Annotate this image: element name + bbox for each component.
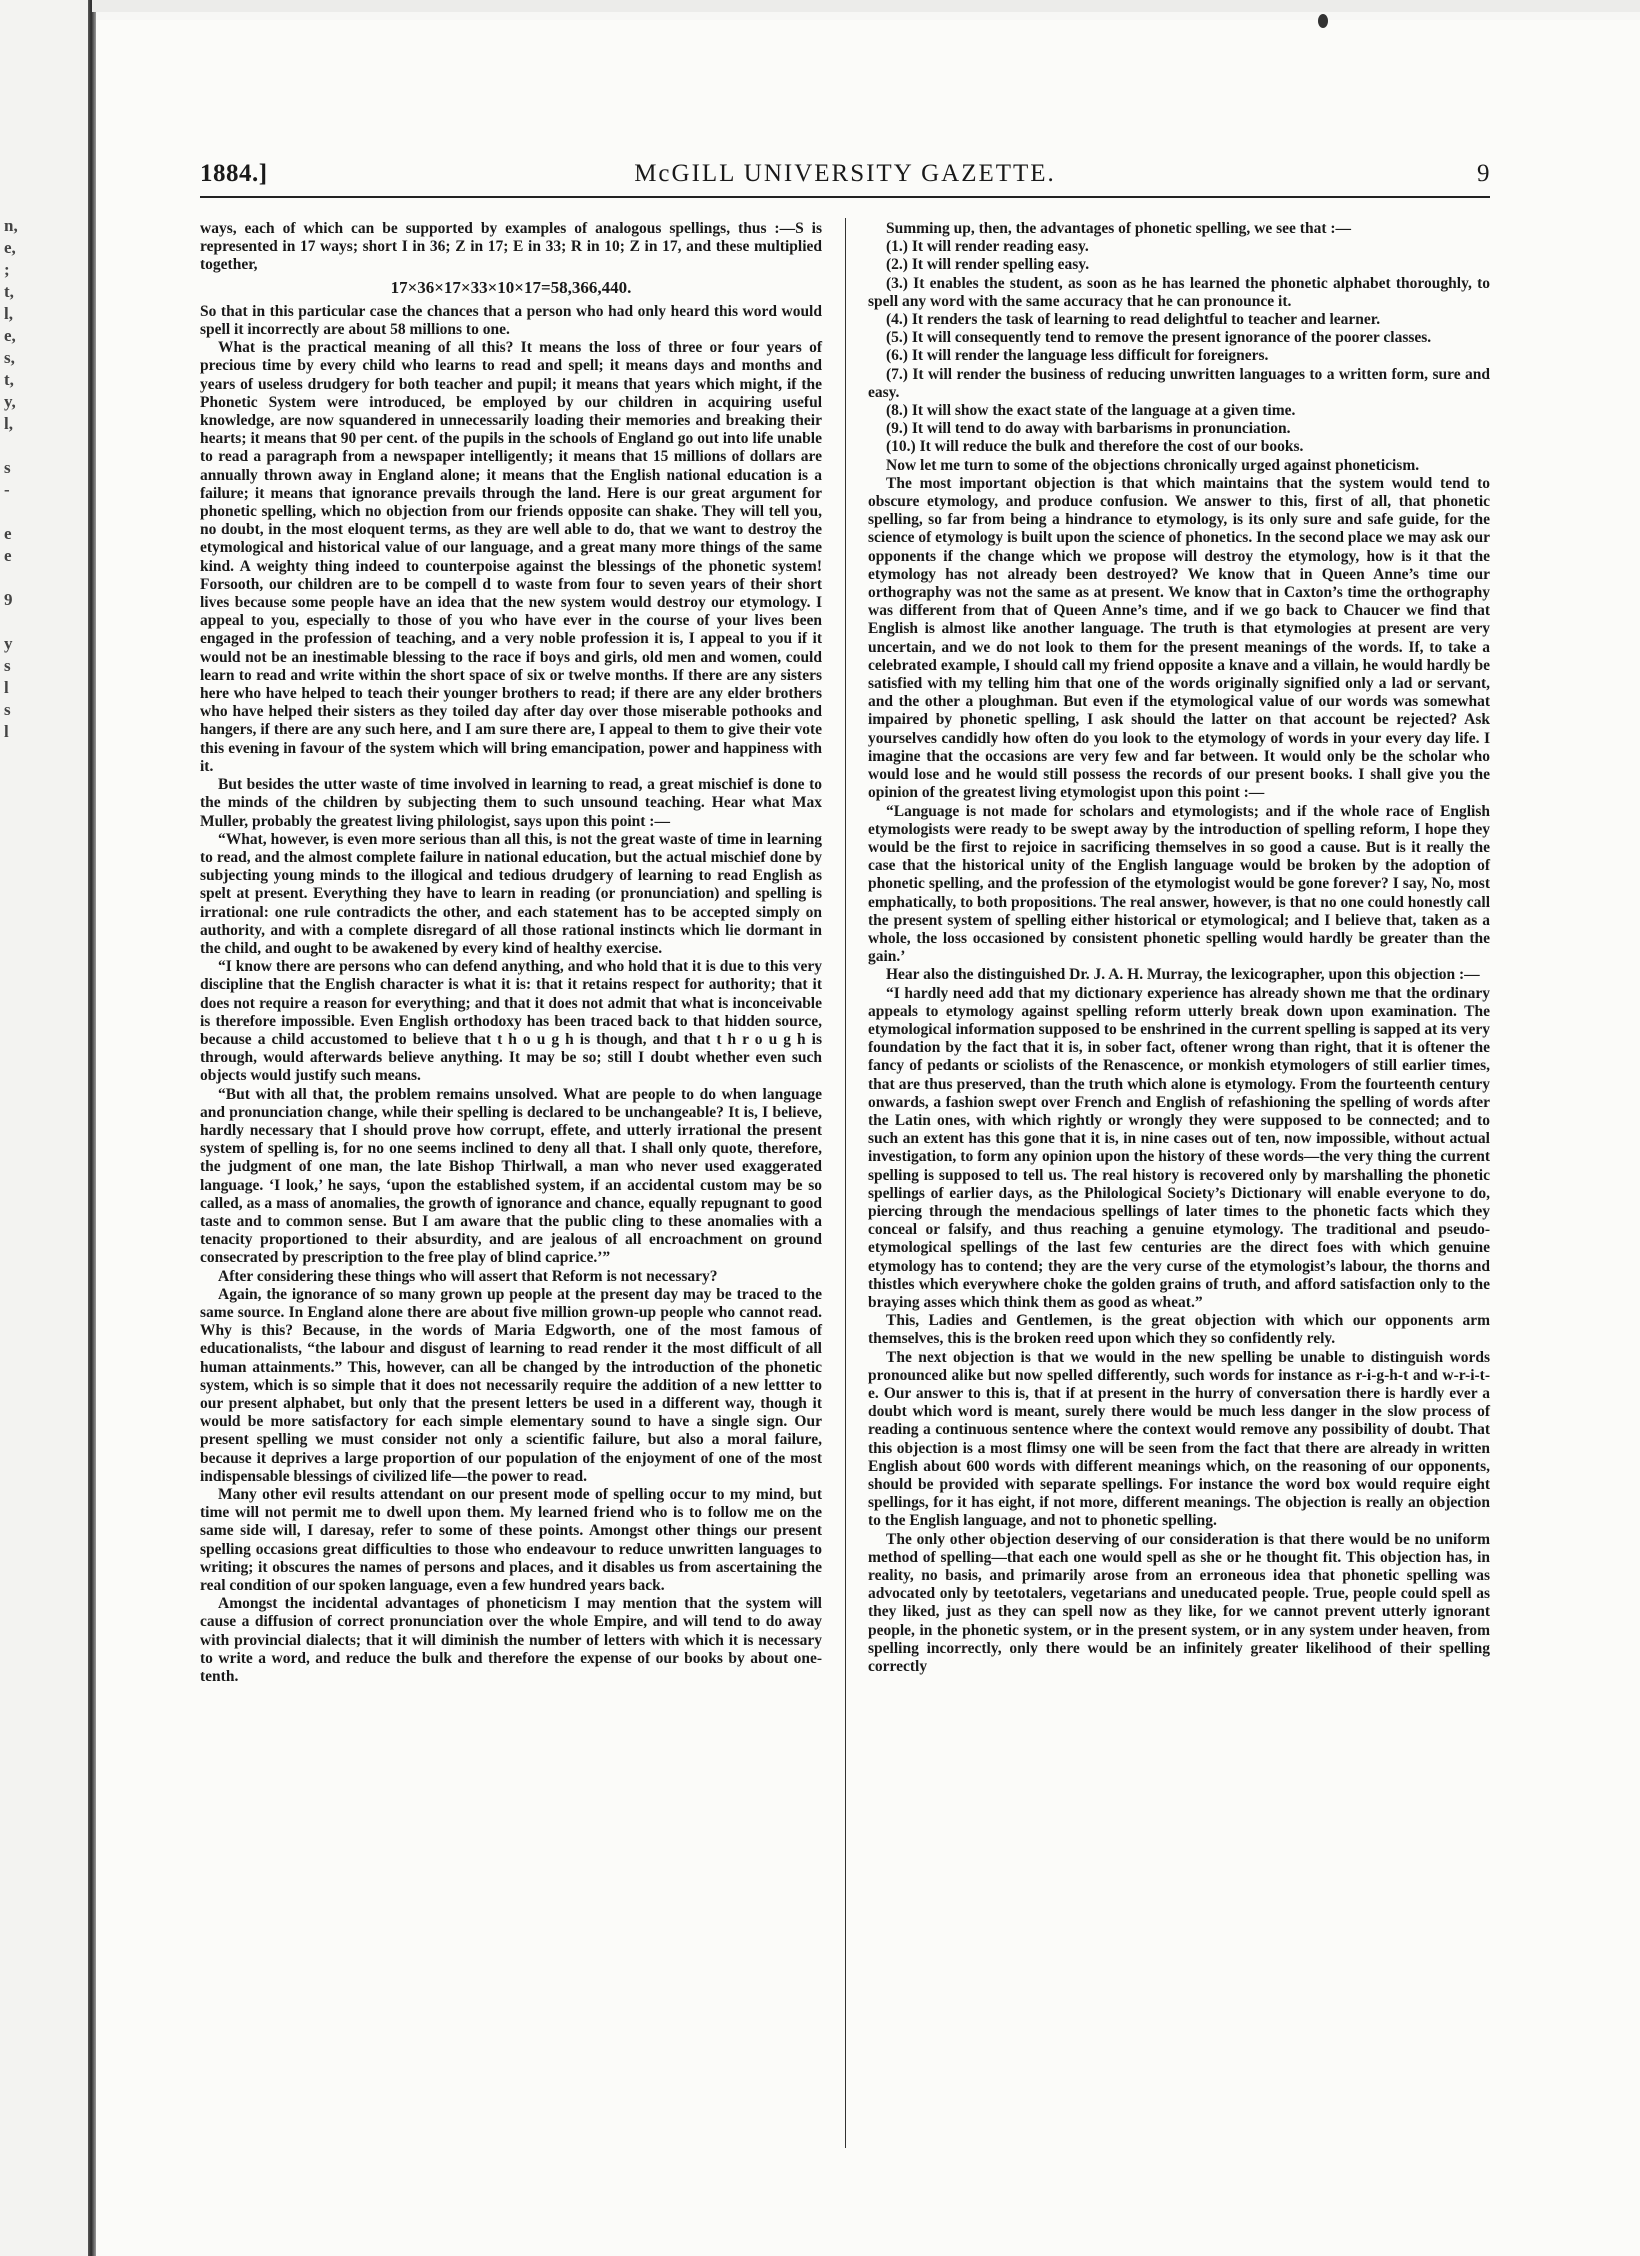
left-column bbox=[200, 220, 822, 1686]
bleed-letter: s, bbox=[4, 348, 15, 367]
paragraph: But besides the utter waste of time involved in learning to read, a great mischief is done to the minds of the children by subjecting them to such unsound teaching. Hear what Max Muller, probably the greatest living philologist, says upon this point :— bbox=[200, 776, 822, 830]
bleed-letter: l, bbox=[4, 414, 13, 433]
paragraph: Amongst the incidental advantages of phoneticism I may mention that the system will cause a diffusion of correct pronunciation over the whole Empire, and will tend to do away with provincial dialects; that it will diminish the number of letters with which it is necessary to write a word, and reduce the bulk and therefore the expense of our books by about one-tenth. bbox=[200, 1595, 822, 1686]
bleed-letter: t, bbox=[4, 282, 14, 301]
bleed-letter: 9 bbox=[4, 590, 13, 609]
list-item: (7.) It will render the business of reducing unwritten languages to a written form, sure and easy. bbox=[868, 365, 1490, 401]
paragraph: What is the practical meaning of all this? It means the loss of three or four years of precious time by every child who learns to read and spell; it means days and months and years of useless drudgery for both teacher and pupil; it means that years which might, if the Phonetic System were introduced, be employed by our children in acquiring useful knowledge, are now squandered in unnecessarily loading their memories and breaking their hearts; it means that 90 per cent. of the pupils in the schools of England go out into life unable to read a paragraph from a newspaper intelligently; it means that 15 millions of dollars are annually thrown away in England alone; it means that the English national education is a failure; it means that ignorance prevails through the land. Here is our great argument for phonetic spelling, which no objection from our friends opposite can shake. They will tell you, no doubt, in the most eloquent terms, as they are well able to do, that we want to destroy the etymological and historical value of our language, and a great many more things of the same kind. A weighty thing indeed to counterpoise against the blessings of the phonetic system! Forsooth, our children are to be compell d to waste from four to seven years of their short lives because some people have an idea that the new system would destroy our etymology. I appeal to you, especially to those of you who have ever in the course of your lives been engaged in the profession of teaching, and a very noble profession it is, I appeal to you if it would not be an inestimable blessing to the race if boys and girls, old men and women, could learn to read and write within the short space of six or twelve months. If there are any sisters here who have helped to teach their younger brothers to read; if there are any elder brothers who have helped their sisters as they toiled day after day over those miserable pothooks and hangers, if there are any such here, and I am sure there are, I appeal to them to give their vote this evening in favour of the system which will bring emancipation, power and happiness with it. bbox=[200, 339, 822, 775]
header-rule bbox=[200, 196, 1490, 198]
list-item: (1.) It will render reading easy. bbox=[886, 238, 1089, 256]
bleed-letter bbox=[4, 435, 18, 457]
bleed-through-letters bbox=[4, 215, 18, 743]
paragraph: This, Ladies and Gentlemen, is the great objection with which our opponents arm themselves, this is the broken reed upon which they so confidently rely. bbox=[868, 1312, 1490, 1348]
bleed-letter bbox=[4, 567, 18, 589]
paragraph: Summing up, then, the advantages of phonetic spelling, we see that :— bbox=[886, 220, 1352, 237]
paragraph: After considering these things who will assert that Reform is not necessary? bbox=[218, 1267, 718, 1285]
bleed-letter: s bbox=[4, 458, 11, 477]
list-item: (5.) It will consequently tend to remove the present ignorance of the poorer classes. bbox=[886, 329, 1432, 347]
bleed-letter bbox=[4, 611, 18, 633]
page-header bbox=[200, 160, 1490, 194]
header-title: McGILL UNIVERSITY GAZETTE. bbox=[634, 160, 1056, 187]
list-item: (10.) It will reduce the bulk and therefore the cost of our books. bbox=[886, 438, 1304, 456]
bleed-letter: - bbox=[4, 480, 10, 499]
paragraph: So that in this particular case the chances that a person who had only heard this word would spell it incorrectly are about 58 millions to one. bbox=[200, 302, 822, 339]
paragraph: The only other objection deserving of our consideration is that there would be no uniform method of spelling—that each one would spell as she or he thought fit. This objection has, in reality, no basis, and primarily arose from an erroneous idea that phonetic spelling was advocated only by teetotalers, vegetarians and uneducated people. True, people could spell as they liked, just as they can spell now as they like, for we cannot prevent utterly ignorant people, in the phonetic system, or in the present system, or in any system under heaven, from spelling incorrectly, only there would be an infinitely greater likelihood of their spelling correctly bbox=[868, 1530, 1490, 1676]
bleed-letter: y bbox=[4, 634, 13, 653]
scan-margin-top bbox=[92, 0, 1640, 12]
paragraph: The next objection is that we would in the new spelling be unable to distinguish words pronounced alike but now spelled differently, such words for instance as r-i-g-h-t and w-r-i-t-e. Our answer to this is, that if at present in the hurry of conversation there is hardly ever a doubt which word is meant, surely there would be much less danger in the slow process of reading a continuous sentence where the context would remove any possibility of doubt. That this objection is a most flimsy one will be seen from the fact that there are already in written English about 600 words with different meanings which, on the reasoning of our opponents, should be provided with separate spellings. For instance the word box would require eight spellings, for it has eight, if not more, different meanings. The objection is really an objection to the English language, and not to phonetic spelling. bbox=[868, 1348, 1490, 1530]
bleed-letter bbox=[4, 501, 18, 523]
equation: 17×36×17×33×10×17=58,366,440. bbox=[390, 277, 632, 297]
paragraph: The most important objection is that which maintains that the system would tend to obscure etymology, and produce confusion. We answer to this, first of all, that phonetic spelling, so far from being a hindrance to etymology, is its only sure and safe guide, for the science of etymology is built upon the science of phonetics. In the second place we may ask our opponents if the change which we propose will destroy the etymology, how is it that the etymology has not already been destroyed? We know that in Queen Anne’s time our orthography was not the same as at present. We know that in Caxton’s time the orthography was different from that of Queen Anne’s time, and if we go back to Chaucer we find that English is almost like another language. The truth is that etymologies at present are very uncertain, and we do not look to them for the present meanings of the words. If, to take a celebrated example, I should call my friend opposite a knave and a villain, he would hardly be satisfied with my telling him that one of the words originally signified only a lad or servant, and the other a ploughman. But even if the etymological value of our words was somewhat impaired by phonetic spelling, I ask should the latter on that account be rejected? Ask yourselves candidly how often do you look to the etymology of words in your every day life. I imagine that the occasions are very few and far between. It would only be the scholar who would lose and he would still possess the records of our present books. I shall give you the opinion of the greatest living etymologist upon this point :— bbox=[868, 474, 1490, 802]
header-page-number: 9 bbox=[1477, 160, 1490, 187]
bleed-letter: y, bbox=[4, 392, 16, 411]
list-item: (9.) It will tend to do away with barbarisms in pronunciation. bbox=[886, 420, 1291, 438]
quote-paragraph: “Language is not made for scholars and etymologists; and if the whole race of English etymologists were ready to be swept away by the introduction of spelling reform, I hope they would be the first to rejoice in sacrificing themselves in so good a cause. But is it really the case that the historical unity of the English language would be broken by the adoption of phonetic spelling, and the profession of the etymologist would be gone forever? I say, No, most emphatically, to both propositions. The real answer, however, is that no one could honestly call the present system of spelling either historical or etymological; and I believe that, taken as a whole, the loss occasioned by consistent phonetic spelling would hardly be greater than the gain.’ bbox=[868, 802, 1490, 966]
quote-paragraph: “But with all that, the problem remains unsolved. What are people to do when language and pronunciation change, while their spelling is declared to be unchangeable? It is, I believe, hardly necessary that I should prove how corrupt, effete, and utterly irrational the present system of spelling is, for no one seems inclined to deny all that. I shall only quote, therefore, the judgment of one man, the late Bishop Thirlwall, a man who never used exaggerated language. ‘I look,’ he says, ‘upon the established system, if an accidental custom may be so called, as a mass of anomalies, the growth of ignorance and chance, equally repugnant to good taste and to common sense. But I am aware that the public cling to these anomalies with a tenacity proportioned to their absurdity, and are jealous of all encroachment on ground consecrated by prescription to the free play of blind caprice.’” bbox=[200, 1085, 822, 1267]
paragraph: Hear also the distinguished Dr. J. A. H. Murray, the lexicographer, upon this objection :— bbox=[886, 966, 1480, 984]
bleed-letter: e bbox=[4, 524, 12, 543]
quote-paragraph: “I hardly need add that my dictionary experience has already shown me that the ordinary appeals to etymology against spelling reform utterly break down upon examination. The etymological information supposed to be enshrined in the current spelling is sapped at its very foundation by the fact that it is, in sober fact, oftener wrong than right, that it is oftener the fancy of pedants or sciolists of the Renascence, or monkish etymologers of still earlier times, that are thus preserved, than the truth which alone is etymology. From the fourteenth century onwards, a fashion swept over French and English of refashioning the spelling of words after the Latin ones, with which rightly or wrongly they were supposed to be connected; and to such an extent has this gone that it is, in nine cases out of ten, now impossible, without actual investigation, to form any opinion upon the history of these words—the very thing the current spelling is supposed to tell us. The real history is recovered only by marshalling the phonetic spellings of earlier days, as the Philological Society’s Dictionary will enable everyone to do, piercing through the mendacious spellings of later times to the phonetic facts which they conceal or falsify, and thus reaching a genuine etymology. The traditional and pseudo-etymological spellings of the last few centuries are the direct foes with which genuine etymology has to contend; they are the very curse of the etymologist’s labour, the thorns and thistles which everywhere choke the golden grains of truth, and afford satisfaction only to the braying asses which think them as good as wheat.” bbox=[868, 984, 1490, 1311]
bleed-letter: l bbox=[4, 722, 9, 741]
bleed-letter: l bbox=[4, 678, 9, 697]
bleed-letter: e, bbox=[4, 238, 16, 257]
scan-speck bbox=[1318, 14, 1328, 28]
bleed-letter: n, bbox=[4, 216, 18, 235]
paragraph: Now let me turn to some of the objections chronically urged against phoneticism. bbox=[886, 456, 1420, 474]
paragraph: Again, the ignorance of so many grown up people at the present day may be traced to the same source. In England alone there are about five million grown-up people who cannot read. Why is this? Because, in the words of Maria Edgworth, one of the most famous of educationalists, “the labour and disgust of learning to read render it the most difficult of all human attainments.” This, however, can all be changed by the introduction of the phonetic system, which is so simple that it does not necessarily require the addition of a new lettter to our present alphabet, but only that the present letters be used in a different way, though it would be more satisfactory for each simple elementary sound to have a single sign. Our present spelling we must consider not only a scientific failure, but also a moral failure, because it deprives a large proportion of our population of the enjoyment of one of the most indispensable blessings of civilized life—the power to read. bbox=[200, 1285, 822, 1485]
quote-paragraph: “I know there are persons who can defend anything, and who hold that it is due to this very discipline that the English character is what it is: that it retains respect for authority; that it does not require a reason for everything; and that it does not admit that what is inconceivable is therefore impossible. Even English orthodoxy has been traced back to that hidden source, because a child accustomed to believe that t h o u g h is though, and that t h r o u g h is through, would afterwards believe anything. It may be so; still I doubt whether even such objects would justify such means. bbox=[200, 958, 822, 1085]
paragraph: ways, each of which can be supported by examples of analogous spellings, thus :—S is represented in 17 ways; short I in 36; Z in 17; E in 33; R in 10; Z in 17, and these multiplied together, bbox=[200, 220, 822, 274]
list-item: (3.) It enables the student, as soon as he has learned the phonetic alphabet thoroughly, to spell any word with the same accuracy that he can pronounce it. bbox=[868, 274, 1490, 310]
column-divider bbox=[845, 218, 846, 2148]
bleed-letter: l, bbox=[4, 304, 13, 323]
binding-shadow bbox=[88, 0, 96, 2256]
list-item: (4.) It renders the task of learning to read delightful to teacher and learner. bbox=[886, 311, 1381, 329]
right-column bbox=[868, 220, 1490, 1676]
bleed-letter: e bbox=[4, 546, 12, 565]
header-year: 1884.] bbox=[200, 160, 268, 187]
list-item: (6.) It will render the language less difficult for foreigners. bbox=[886, 347, 1269, 365]
bleed-letter: e, bbox=[4, 326, 16, 345]
quote-paragraph: “What, however, is even more serious than all this, is not the great waste of time in learning to read, and the almost complete failure in national education, but the actual mischief done by subjecting young minds to the illogical and tedious drudgery of learning to read English as spelt at present. Everything they have to learn in reading (or pronunciation) and spelling is irrational: one rule contradicts the other, and each statement has to be accepted simply on authority, and with a complete disregard of all those rational instincts which lie dormant in the child, and ought to be awakened by every kind of healthy exercise. bbox=[200, 830, 822, 957]
list-item: (2.) It will render spelling easy. bbox=[886, 256, 1090, 274]
bleed-letter: t, bbox=[4, 370, 14, 389]
paragraph: Many other evil results attendant on our present mode of spelling occur to my mind, but time will not permit me to dwell upon them. My learned friend who is to follow me on the same side will, I daresay, refer to some of these points. Amongst other things our present spelling occasions great difficulties to those who endeavour to reduce unwritten languages to writing; it obscures the names of persons and places, and it disables us from ascertaining the real condition of our spoken language, even a few hundred years back. bbox=[200, 1486, 822, 1595]
bleed-letter: s bbox=[4, 700, 11, 719]
bleed-letter: ; bbox=[4, 260, 10, 279]
list-item: (8.) It will show the exact state of the language at a given time. bbox=[886, 402, 1296, 420]
bleed-letter: s bbox=[4, 656, 11, 675]
